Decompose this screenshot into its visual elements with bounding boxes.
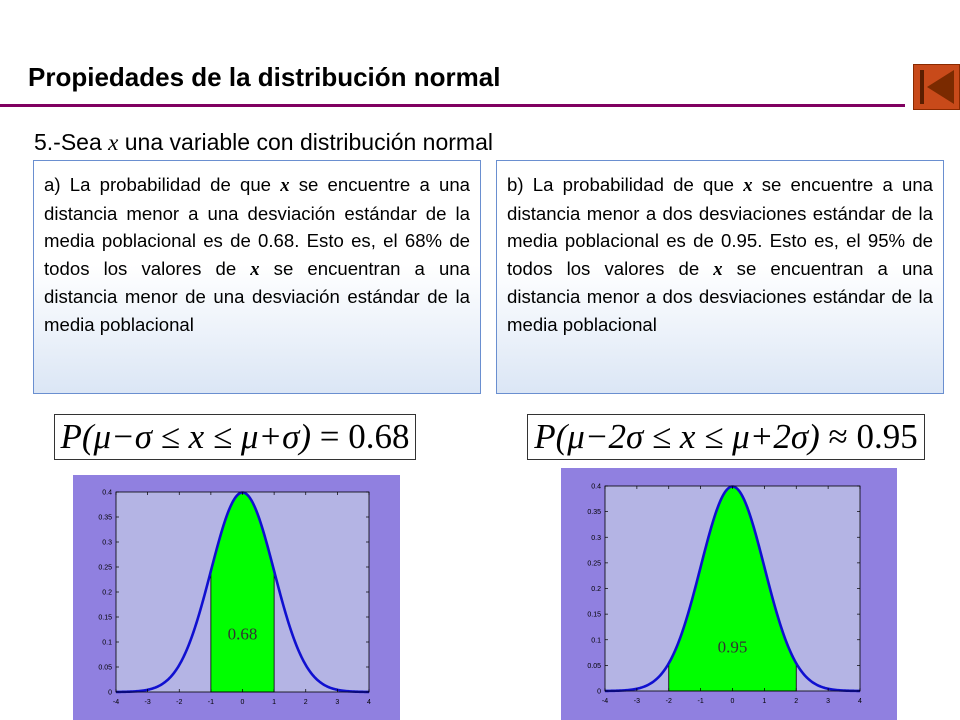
- x-tick-label: -1: [207, 699, 214, 706]
- y-tick-label: 0.35: [98, 514, 112, 522]
- formula-one-sigma-lhs: P(μ−σ ≤ x ≤ μ+σ): [60, 417, 312, 456]
- normal-plot-one-sigma: [73, 475, 400, 720]
- x-tick-label: -3: [633, 698, 640, 705]
- x-tick-label: -2: [665, 698, 672, 705]
- property-b-text-3: se encuentran a una distancia menor a dos desviaciones estándar de la media poblacional: [507, 257, 933, 335]
- property-a-text-2: se encuentre a una distancia menor a una desviación estándar de la media poblacional es de 0.68. Esto es, el 68% de todos los valores de: [44, 174, 470, 279]
- formula-two-sigma-relation: ≈: [819, 417, 857, 456]
- x-tick-label: 2: [794, 698, 799, 705]
- y-tick-label: 0.4: [102, 489, 112, 497]
- x-tick-label: 4: [367, 699, 371, 706]
- y-tick-label: 0.3: [102, 539, 112, 547]
- x-tick-label: 3: [826, 698, 831, 705]
- x-tick-label: 4: [858, 698, 862, 705]
- formula-two-sigma-lhs: P(μ−2σ ≤ x ≤ μ+2σ): [534, 417, 820, 456]
- normal-plot-two-sigma: [561, 468, 897, 720]
- property-b-variable-1: x: [743, 175, 753, 196]
- x-tick-label: -1: [697, 698, 704, 705]
- property-a-box: [33, 160, 481, 394]
- formula-one-sigma-relation: =: [311, 417, 349, 456]
- x-tick-label: -3: [144, 699, 151, 706]
- property-b-box: [496, 160, 944, 394]
- y-tick-label: 0.15: [587, 611, 601, 619]
- probability-label: 0.68: [227, 624, 258, 644]
- first-slide-icon: [914, 65, 959, 109]
- property-a-variable-2: x: [250, 258, 260, 280]
- subtitle-variable: x: [108, 130, 119, 155]
- subtitle-prefix: 5.-Sea: [34, 129, 109, 155]
- y-tick-label: 0.4: [591, 483, 601, 491]
- y-tick-label: 0.1: [591, 637, 601, 645]
- y-tick-label: 0.2: [591, 586, 601, 593]
- x-tick-label: 2: [303, 699, 308, 706]
- y-tick-label: 0.05: [587, 662, 601, 670]
- property-b-text-2: se encuentre a una distancia menor a dos desviaciones estándar de la media poblacional es de 0.95. Esto es, el 95% de todos los valores de: [507, 174, 933, 279]
- x-tick-label: -2: [176, 699, 183, 706]
- y-tick-label: 0.2: [102, 589, 112, 597]
- formula-two-sigma-rhs: 0.95: [856, 417, 918, 456]
- x-tick-label: 1: [762, 698, 767, 705]
- x-tick-label: -4: [112, 699, 120, 706]
- x-tick-label: -4: [601, 698, 609, 705]
- subtitle-suffix: una variable con distribución normal: [118, 129, 493, 155]
- property-b-text-1: b) La probabilidad de que: [507, 174, 744, 195]
- title-rule: [0, 104, 905, 107]
- y-tick-label: 0.05: [98, 664, 112, 672]
- x-tick-label: 1: [272, 699, 277, 706]
- y-tick-label: 0.35: [587, 509, 601, 517]
- formula-one-sigma-rhs: 0.68: [348, 417, 410, 456]
- slide-title: Propiedades de la distribución normal: [28, 62, 501, 92]
- x-tick-label: 0: [240, 699, 245, 706]
- property-a-text-1: a) La probabilidad de que: [44, 174, 281, 195]
- property-b-variable-2: x: [713, 258, 723, 280]
- x-tick-label: 0: [730, 698, 735, 705]
- property-a-variable-1: x: [280, 175, 290, 196]
- y-tick-label: 0.25: [587, 560, 601, 568]
- property-a-text-3: se encuentran a una distancia menor de una desviación estándar de la media poblacional: [44, 257, 470, 335]
- y-tick-label: 0: [108, 689, 112, 697]
- formula-one-sigma: [54, 414, 416, 460]
- formula-two-sigma: [527, 414, 925, 460]
- y-tick-label: 0.3: [591, 534, 601, 542]
- y-tick-label: 0.15: [98, 614, 112, 622]
- y-tick-label: 0.25: [98, 564, 112, 572]
- subtitle: [34, 129, 493, 156]
- probability-label: 0.95: [717, 637, 748, 657]
- first-slide-button[interactable]: [913, 64, 960, 110]
- y-tick-label: 0.1: [102, 639, 112, 647]
- y-tick-label: 0: [597, 688, 601, 696]
- x-tick-label: 3: [335, 699, 340, 706]
